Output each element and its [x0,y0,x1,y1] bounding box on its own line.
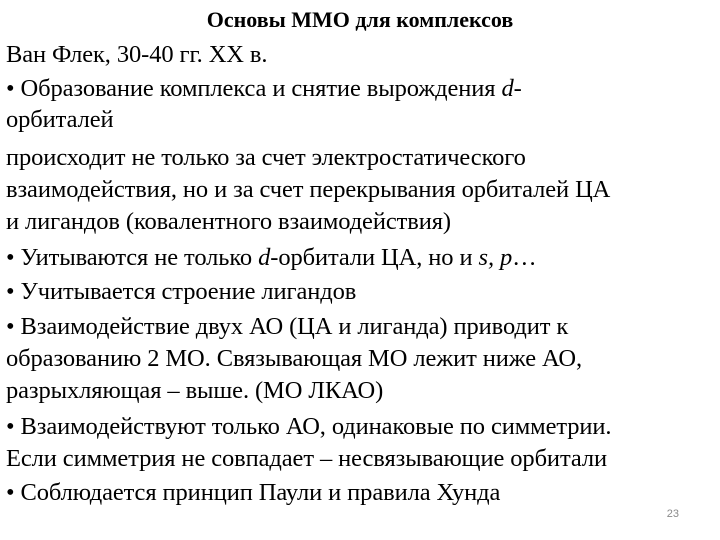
bullet-2-start: • Уитываются не только [6,244,259,271]
bullet-3-line: • Учитывается строение лигандов [6,278,357,305]
bullet-2-end: … [512,244,537,271]
bullet-2-line [6,243,537,273]
bullet-4-line-2: образованию 2 МО. Связывающая МО лежит ниже АО, [6,345,583,372]
bullet-4-line-1: • Взаимодействие двух АО (ЦА и лиганда) приводит к [6,313,569,340]
bullet-1-italic-d: d [501,75,514,102]
bullet-1-line-5: и лигандов (ковалентного взаимодействия) [6,208,451,235]
bullet-4-line-3: разрыхляющая – выше. (МО ЛКАО) [6,377,384,404]
page-number: 23 [666,508,679,520]
bullet-2-middle: -орбитали ЦА, но и [270,244,479,271]
subtitle-line: Ван Флек, 30-40 гг. ХХ в. [6,41,268,68]
bullet-1-line-3: происходит не только за счет электростатического [6,144,526,171]
bullet-1-hyphen: - [513,75,522,102]
slide-title: Основы ММО для комплексов [206,7,514,32]
bullet-2-italic-sp: s, p [478,244,513,271]
bullet-1-text: • Образование комплекса и снятие вырождения [6,75,502,102]
bullet-2-italic-d: d [258,244,271,271]
bullet-1-line-2: орбиталей [6,106,114,133]
bullet-6-line: • Соблюдается принцип Паули и правила Хунда [6,479,501,506]
bullet-1-line-1 [6,74,522,104]
bullet-5-line-2: Если симметрия не совпадает – несвязывающие орбитали [6,445,607,472]
bullet-1-line-4: взаимодействия, но и за счет перекрывания орбиталей ЦА [6,176,611,203]
bullet-5-line-1: • Взаимодействуют только АО, одинаковые по симметрии. [6,413,612,440]
